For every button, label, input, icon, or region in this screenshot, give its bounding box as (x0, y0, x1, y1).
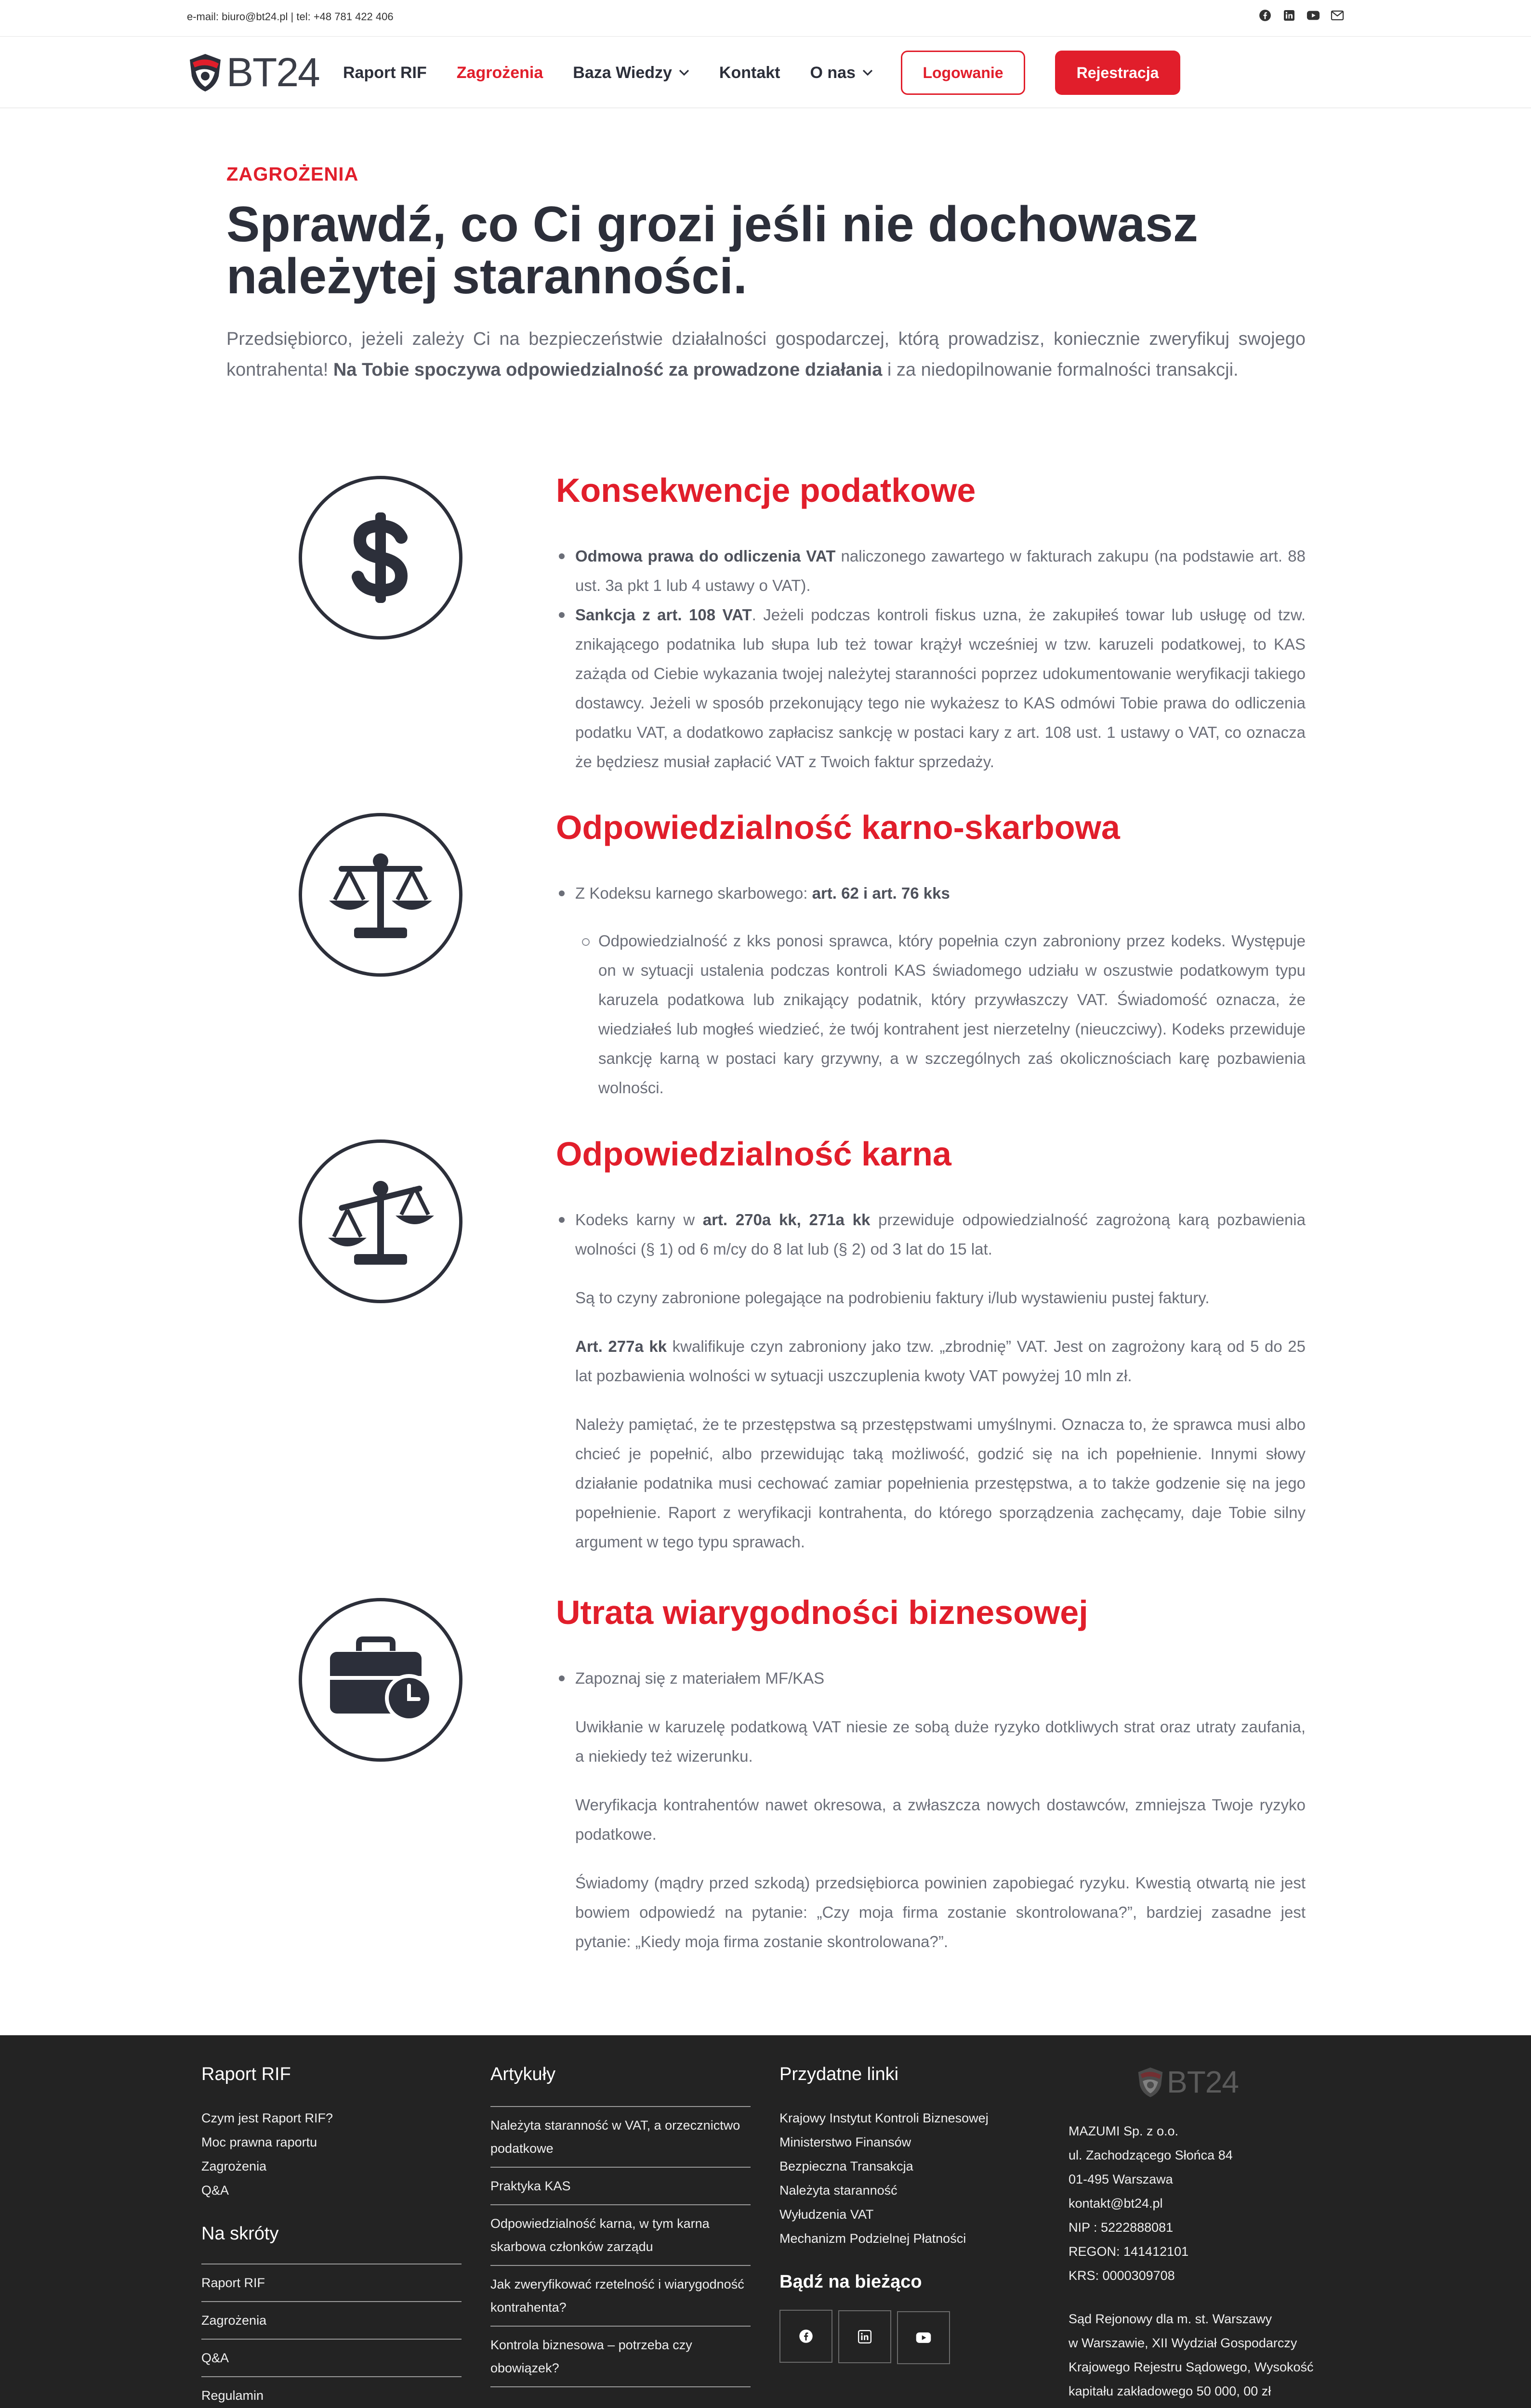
nav-zagrozenia[interactable] (457, 64, 543, 82)
login-button[interactable]: Logowanie (901, 51, 1025, 95)
list-item (556, 878, 1306, 908)
footer-link[interactable]: Jak zweryfikować rzetelność i wiarygodność kontrahenta? (490, 2265, 751, 2326)
section-body (556, 1663, 1306, 1956)
court-line: Sąd Rejonowy dla m. st. Warszawy (1069, 2312, 1272, 2326)
footer-link[interactable]: Zagrożenia (201, 2301, 462, 2339)
bt24-logo[interactable] (187, 51, 319, 94)
top-bar (0, 0, 1531, 37)
footer-useful-column (779, 2064, 1049, 2364)
youtube-icon[interactable] (1307, 9, 1320, 22)
section-title: Odpowiedzialność karno-skarbowa (556, 809, 1120, 846)
briefcase-clock-icon (299, 1598, 462, 1762)
section-body (556, 1205, 1306, 1557)
sub-list-item: Odpowiedzialność z kks ponosi sprawca, który popełnia czyn zabroniony przez kodeks. Występuje on w sytuacji ustalenia podczas kontroli KAS świadomego udziału w oszustwie podatkowym typu karuzela podatkowa lub znikający podatnik, który przywłaszczy VAT. Świadomość oznacza, że wiedziałeś lub mogłeś wiedzieć, że twój kontrahent jest nierzetelny (nieuczciwy). Kodeks przewiduje sankcję karną w postaci kary grzywny, a w szczególnych zaś okolicznościach karę pozbawienia wolności. (579, 926, 1306, 1102)
company-line: ul. Zachodzącego Słońca 84 (1069, 2148, 1233, 2162)
item-text: naliczonego zawartego w fakturach zakupu (na podstawie art. 88 ust. 3a pkt 1 lub 4 ustawy o VAT). (575, 547, 1306, 594)
company-line: KRS: 0000309708 (1069, 2268, 1175, 2283)
bold-text: Odmowa prawa do odliczenia VAT (575, 547, 836, 565)
footer-heading: Przydatne linki (779, 2064, 899, 2084)
paragraph: Uwikłanie w karuzelę podatkową VAT niesie ze sobą duże ryzyko dotkliwych strat oraz utraty zaufania, a niekiedy też wizerunku. (575, 1718, 1306, 1765)
nav-label: O nas (810, 63, 856, 82)
intro-text: Przedsiębiorco, jeżeli zależy Ci na bezpieczeństwie działalności gospodarczej, którą prowadzisz, koniecznie zweryfikuj swojego kontrahenta! (226, 329, 1306, 380)
articles-list (490, 2106, 751, 2387)
footer-link[interactable]: Moc prawna raportu (201, 2135, 317, 2149)
section-title: Utrata wiarygodności biznesowej (556, 1594, 1088, 1631)
linkedin-icon[interactable] (838, 2310, 891, 2363)
footer-link[interactable]: Czym jest Raport RIF? (201, 2111, 333, 2125)
nav-label: Kontakt (719, 63, 780, 82)
footer-link[interactable]: Raport RIF (201, 2264, 462, 2301)
section-body (556, 878, 1306, 1102)
nav-label: Raport RIF (343, 63, 427, 82)
contact-info: e-mail: biuro@bt24.pl | tel: +48 781 422 406 (187, 11, 394, 23)
court-line: Krajowego Rejestru Sądowego, Wysokość (1069, 2360, 1314, 2374)
shield-logo-icon (187, 52, 224, 92)
footer-link[interactable]: Q&A (201, 2339, 462, 2376)
list-item (556, 600, 1306, 776)
nav-label: Zagrożenia (456, 63, 543, 82)
footer-link[interactable]: Odpowiedzialność karna, w tym karna skarbowa członków zarządu (490, 2204, 751, 2265)
shield-logo-icon (1136, 2065, 1165, 2099)
nav-label: Baza Wiedzy (573, 63, 672, 82)
company-line: REGON: 141412101 (1069, 2244, 1189, 2259)
paragraph (556, 1332, 1306, 1390)
paragraph: Weryfikacja kontrahentów nawet okresowa, a zwłaszcza nowych dostawców, zmniejsza Twoje ryzyko podatkowe. (575, 1796, 1306, 1843)
footer-link[interactable]: Wyłudzenia VAT (779, 2207, 874, 2222)
footer-link[interactable]: Krajowy Instytut Kontroli Biznesowej (779, 2111, 989, 2125)
list-item (556, 1205, 1306, 1264)
scales-icon (299, 813, 462, 977)
nav-baza-wiedzy[interactable] (573, 64, 689, 82)
footer-logo-text: BT24 (1167, 2065, 1239, 2099)
company-line: NIP : 5222888081 (1069, 2220, 1174, 2235)
footer-link[interactable]: Q&A (201, 2183, 229, 2198)
hero-intro (226, 324, 1306, 385)
footer-heading: Artykuły (490, 2064, 556, 2084)
main-header (0, 37, 1531, 108)
list-item: Zapoznaj się z materiałem MF/KAS (556, 1663, 1306, 1693)
nav-kontakt[interactable] (719, 64, 780, 82)
section-title: Konsekwencje podatkowe (556, 471, 976, 509)
footer-heading: Raport RIF (201, 2064, 291, 2084)
paragraph: Świadomy (mądry przed szkodą) przedsiębiorca powinien zapobiegać ryzyku. Kwestią otwartą nie jest bowiem odpowiedź na pytanie: „Czy moja firma zostanie skontrolowana?”, bardziej zasadne jest pytanie: „Kiedy moja firma zostanie skontrolowana?”. (575, 1874, 1306, 1950)
main-nav (343, 37, 873, 108)
chevron-down-icon (679, 69, 689, 76)
item-text: przewiduje odpowiedzialność zagrożoną karą pozbawienia wolności (§ 1) od 6 m/cy do 8 lat lub (§ 2) od 3 lat do 15 lat. (575, 1211, 1306, 1258)
company-line: MAZUMI Sp. z o.o. (1069, 2124, 1179, 2138)
footer-raport-column (201, 2064, 462, 2408)
chevron-down-icon (862, 69, 873, 76)
footer-link[interactable]: Zagrożenia (201, 2159, 267, 2173)
list-item (556, 541, 1306, 600)
footer-articles-column (490, 2064, 751, 2387)
youtube-icon[interactable] (897, 2311, 950, 2364)
nav-o-nas[interactable] (810, 64, 872, 82)
paragraph: Są to czyny zabronione polegające na podrobieniu faktury i/lub wystawieniu pustej faktury. (575, 1289, 1210, 1307)
page-title: Sprawdź, co Ci grozi jeśli nie dochowasz należytej staranności. (226, 196, 1198, 304)
item-text: Z Kodeksu karnego skarbowego: (575, 884, 812, 902)
footer-link[interactable]: Regulamin (201, 2376, 462, 2408)
item-text: Kodeks karny w (575, 1211, 703, 1229)
item-text: . Jeżeli podczas kontroli fiskus uzna, że zakupiłeś towar lub usługę od tzw. znikającego podatnika lub słupa lub też towar krążył wcześniej w tzw. karuzeli podatkowej, to KAS zażąda od Ciebie wykazania twojej należytej staranności poprzez udokumentowanie weryfikacji takiego dostawcy. Jeżeli w sposób przekonujący tego nie wykażesz to KAS odmówi Tobie prawa do odliczenia podatku VAT, a dodatkowo zapłacisz sankcję w postaci kary z art. 108 ust. 1 ustawy o VAT, co oznacza że będziesz musiał zapłacić VAT z Twoich faktur sprzedaży. (575, 606, 1306, 771)
footer-link[interactable]: Należyta staranność w VAT, a orzecznictwo podatkowe (490, 2106, 751, 2167)
footer-heading: Bądź na bieżąco (779, 2272, 922, 2292)
footer-heading: Na skróty (201, 2224, 279, 2244)
linkedin-icon[interactable] (1282, 9, 1296, 22)
unbalanced-scales-icon (299, 1139, 462, 1303)
footer-link[interactable]: Mechanizm Podzielnej Płatności (779, 2231, 966, 2246)
nav-raport-rif[interactable] (343, 64, 427, 82)
logo-text: BT24 (226, 49, 319, 95)
mail-icon[interactable] (1331, 9, 1344, 22)
footer-link[interactable]: Ministerstwo Finansów (779, 2135, 911, 2149)
court-line: w Warszawie, XII Wydział Gospodarczy (1069, 2336, 1297, 2350)
footer-link[interactable]: Praktyka KAS (490, 2167, 751, 2204)
facebook-icon[interactable] (779, 2310, 832, 2363)
footer-link[interactable]: Bezpieczna Transakcja (779, 2159, 913, 2173)
footer (0, 2035, 1531, 2408)
company-line: 01-495 Warszawa (1069, 2172, 1173, 2186)
register-button[interactable]: Rejestracja (1055, 51, 1180, 95)
dollar-icon (299, 476, 462, 640)
intro-bold: Na Tobie spoczywa odpowiedzialność za prowadzone działania (333, 360, 883, 380)
section-title: Odpowiedzialność karna (556, 1135, 951, 1173)
shortcuts-list (201, 2264, 462, 2408)
section-eyebrow: ZAGROŻENIA (226, 164, 359, 185)
intro-text: i za niedopilnowanie formalności transakcji. (882, 360, 1239, 380)
facebook-icon[interactable] (1258, 9, 1272, 22)
footer-logo (1136, 2064, 1338, 2100)
footer-link[interactable]: Kontrola biznesowa – potrzeba czy obowiązek? (490, 2326, 751, 2387)
footer-company-column (1069, 2064, 1338, 2403)
paragraph: Należy pamiętać, że te przestępstwa są przestępstwami umyślnymi. Oznacza to, że sprawca musi albo chcieć je popełnić, albo przewidując taką możliwość, godzić się na ich popełnienie. Innymi słowy działanie podatnika musi cechować zamiar popełnienia przestępstwa, a to także godzenie się na jego popełnienie. Raport z weryfikacji kontrahenta, do którego sporządzenia zachęcamy, daje Tobie silny argument w tego typu sprawach. (575, 1415, 1306, 1551)
bold-text: Art. 277a kk (575, 1337, 667, 1355)
section-body (556, 541, 1306, 776)
paragraph-text: kwalifikuje czyn zabroniony jako tzw. „zbrodnię” VAT. Jest on zagrożony karą od 5 do 25 lat pozbawienia wolności w sytuacji uszczuplenia kwoty VAT powyżej 10 mln zł. (575, 1337, 1306, 1385)
company-email[interactable]: kontakt@bt24.pl (1069, 2196, 1163, 2211)
footer-social-links (779, 2310, 1049, 2364)
bold-text: art. 62 i art. 76 kks (812, 884, 950, 902)
bold-text: Sankcja z art. 108 VAT (575, 606, 752, 624)
top-social-links (1258, 9, 1344, 22)
footer-link[interactable]: Należyta staranność (779, 2183, 897, 2198)
court-line: kapitału zakładowego 50 000, 00 zł (1069, 2384, 1271, 2398)
bold-text: art. 270a kk, 271a kk (702, 1211, 871, 1229)
